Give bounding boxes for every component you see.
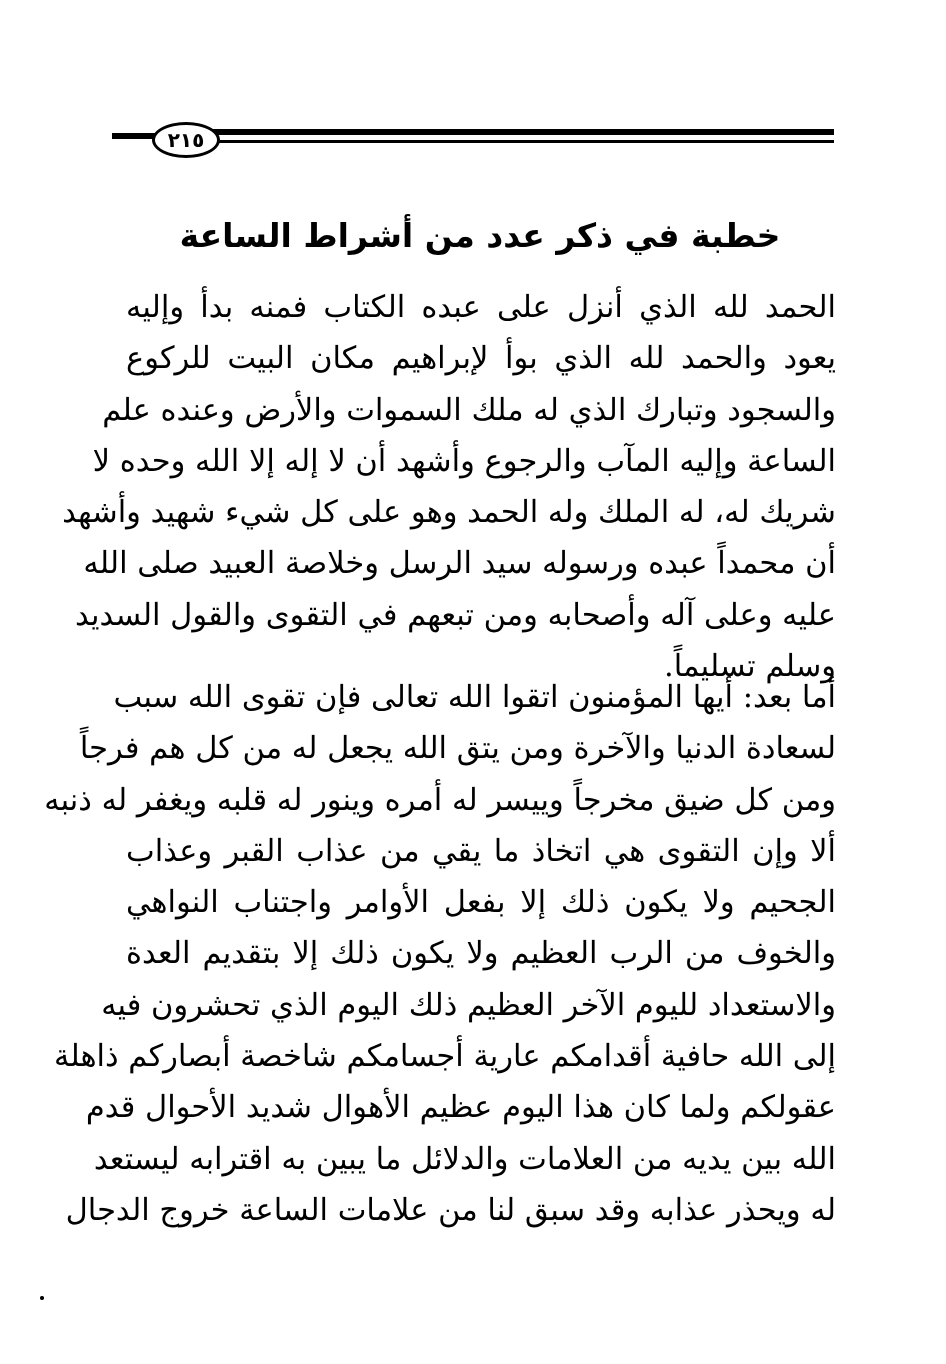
text-line: وسلم تسليماً.	[664, 649, 836, 685]
text-line: عقولكم ولما كان هذا اليوم عظيم الأهوال شديد الأحوال قدم	[85, 1090, 836, 1126]
text-line: والاستعداد لليوم الآخر العظيم ذلك اليوم الذي تحشرون فيه	[101, 987, 836, 1023]
page-title: خطبة في ذكر عدد من أشراط الساعة	[179, 216, 781, 255]
text-line: والسجود وتبارك الذي له ملك السموات والأرض وعنده علم	[102, 392, 836, 428]
paragraph-main	[44, 672, 836, 1236]
header-rule-bottom	[204, 140, 834, 143]
text-line: يعود والحمد لله الذي بوأ لإبراهيم مكان البيت للركوع	[126, 341, 836, 377]
text-line: ومن كل ضيق مخرجاً وييسر له أمره وينور له قلبه ويغفر له ذنبه	[44, 782, 836, 818]
paragraph-opening	[62, 282, 836, 692]
scan-speck	[40, 1296, 44, 1300]
text-line: الله بين يديه من العلامات والدلائل ما يبين به اقترابه ليستعد	[93, 1141, 836, 1177]
text-line: عليه وعلى آله وأصحابه ومن تبعهم في التقوى والقول السديد	[75, 597, 836, 633]
text-line: الساعة وإليه المآب والرجوع وأشهد أن لا إله إلا الله وحده لا	[92, 443, 836, 479]
text-line: لسعادة الدنيا والآخرة ومن يتق الله يجعل له من كل هم فرجاً	[79, 731, 836, 767]
page-number: ٢١٥	[152, 122, 220, 158]
text-line: ألا وإن التقوى هي اتخاذ ما يقي من عذاب القبر وعذاب	[126, 833, 836, 869]
text-line: له ويحذر عذابه وقد سبق لنا من علامات الساعة خروج الدجال	[65, 1192, 836, 1228]
text-line: إلى الله حافية أقدامكم عارية أجسامكم شاخصة أبصاركم ذاهلة	[54, 1039, 836, 1075]
text-line: شريك له، له الملك وله الحمد وهو على كل شيء شهيد وأشهد	[62, 495, 836, 531]
header-rule-top	[204, 129, 834, 135]
text-line: الحمد لله الذي أنزل على عبده الكتاب فمنه بدأ وإليه	[126, 290, 836, 325]
text-line: الجحيم ولا يكون ذلك إلا بفعل الأوامر واجتناب النواهي	[126, 885, 836, 921]
text-line: والخوف من الرب العظيم ولا يكون ذلك إلا بتقديم العدة	[126, 936, 836, 972]
text-line: أن محمداً عبده ورسوله سيد الرسل وخلاصة العبيد صلى الله	[83, 546, 836, 582]
text-line: أما بعد: أيها المؤمنون اتقوا الله تعالى فإن تقوى الله سبب	[113, 680, 836, 715]
page-header	[112, 118, 834, 160]
header-rule-left	[112, 133, 156, 139]
